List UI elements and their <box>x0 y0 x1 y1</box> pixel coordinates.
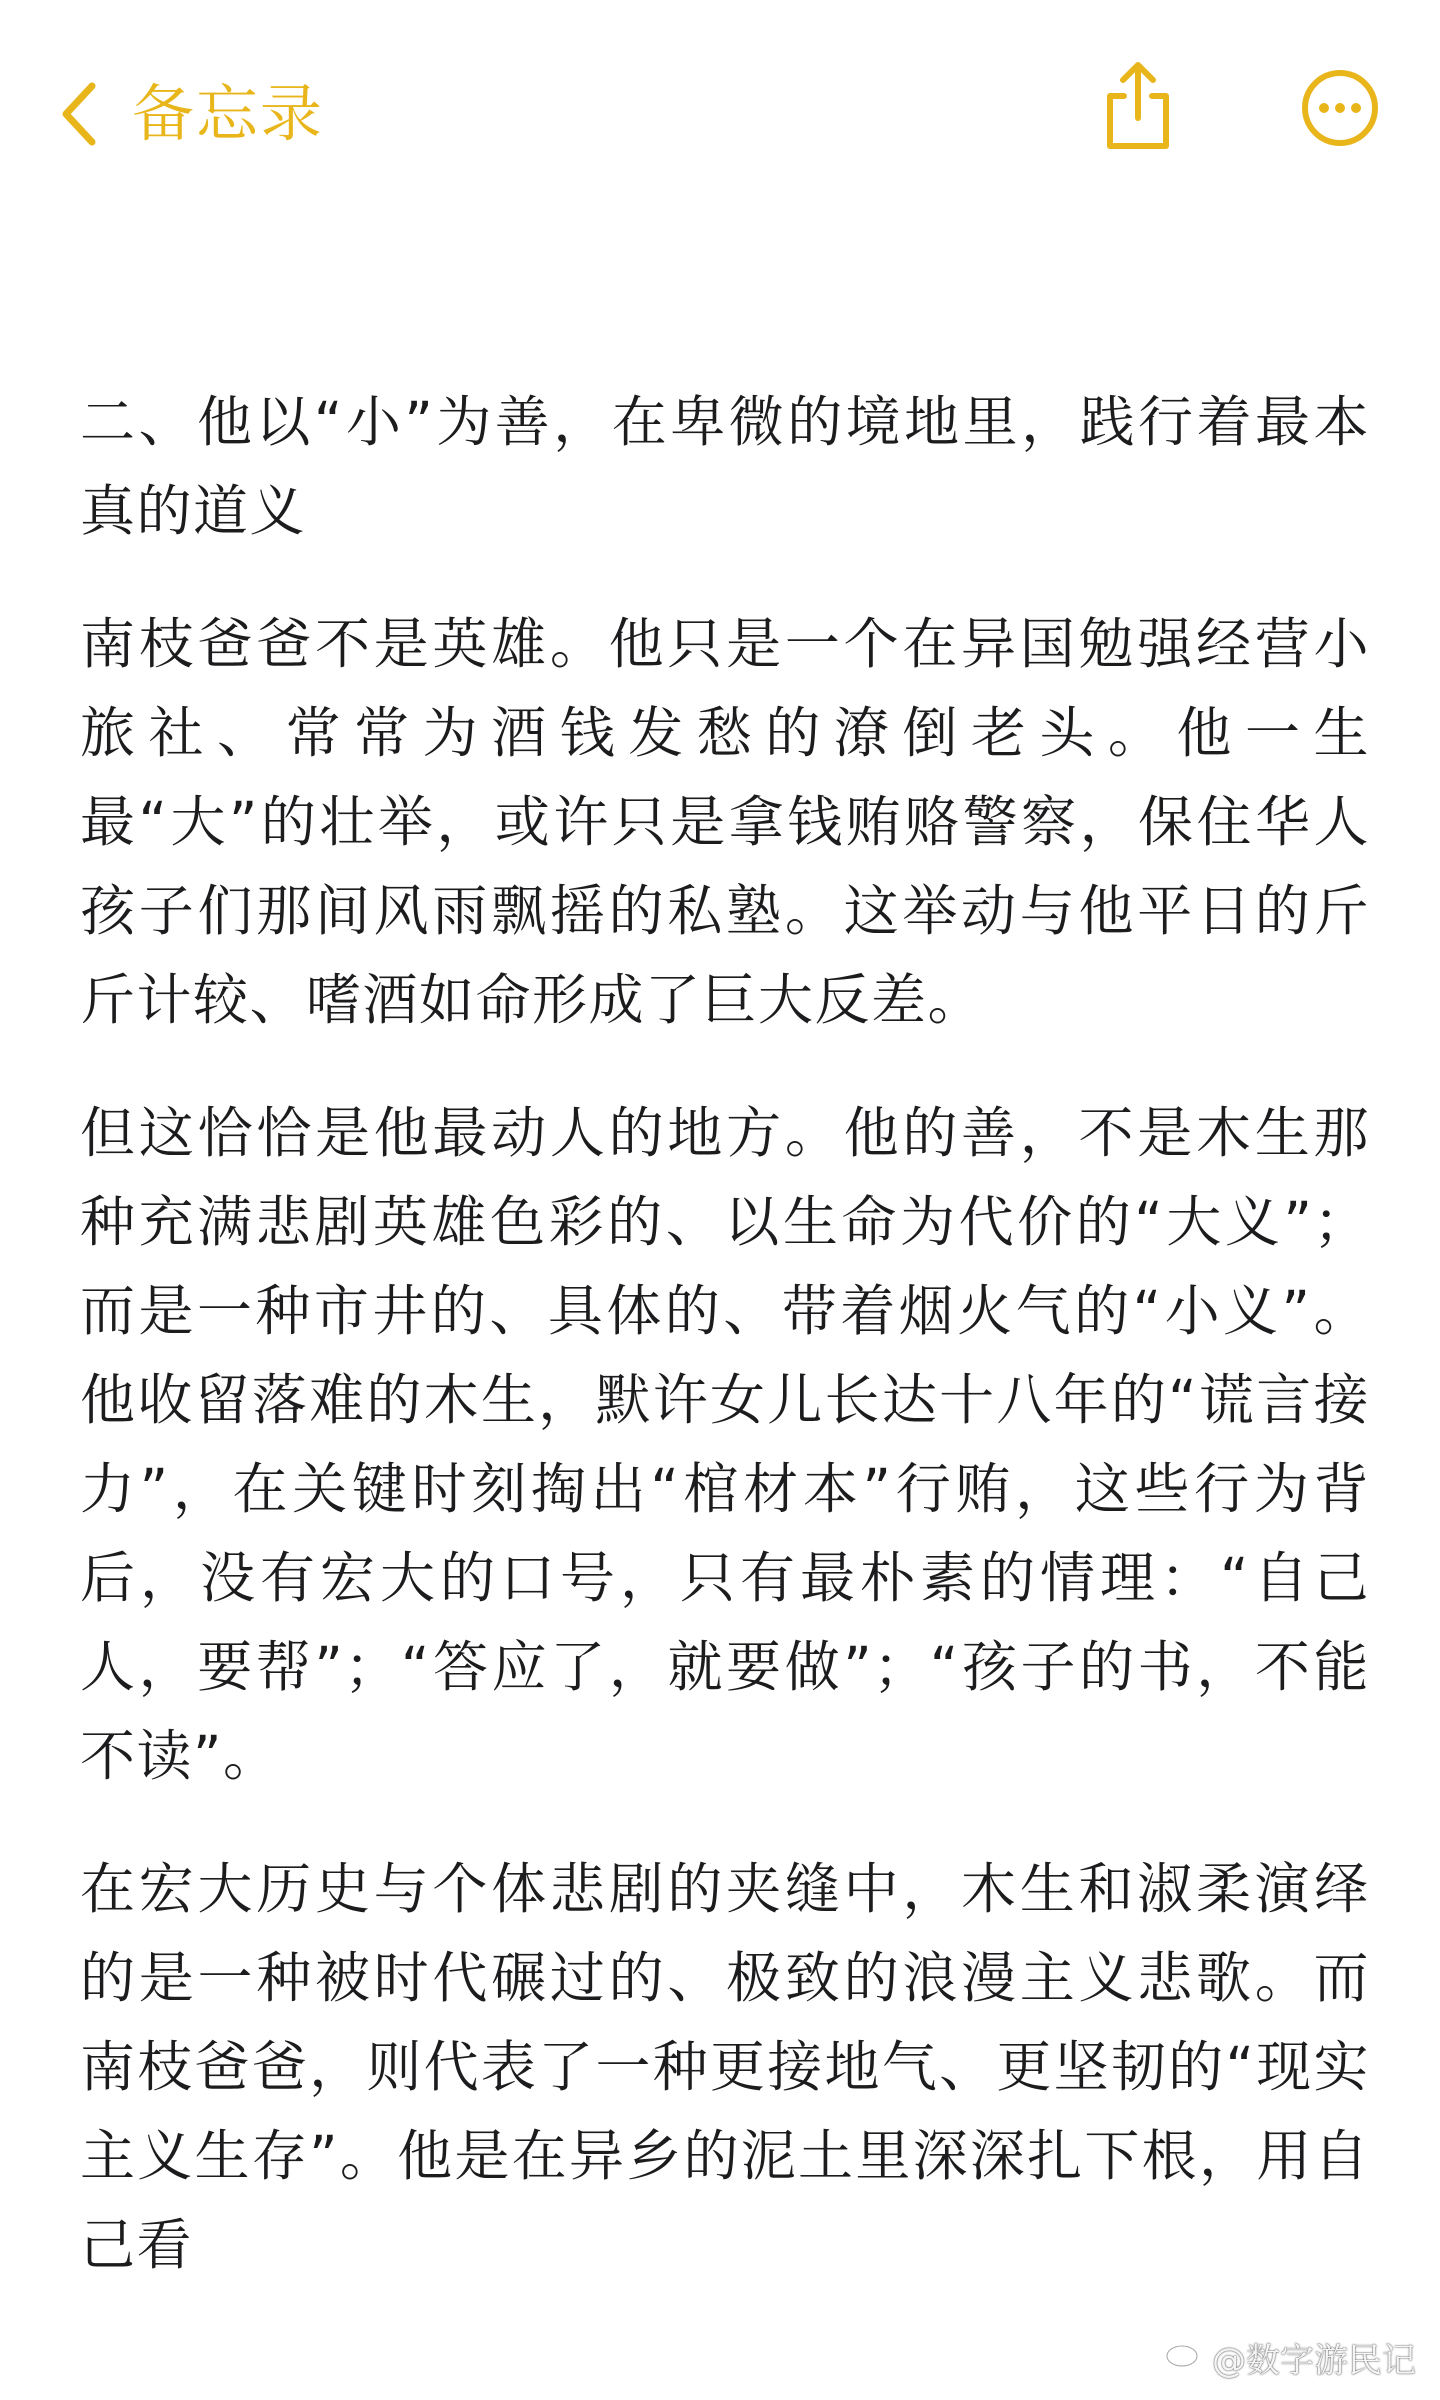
note-heading: 二、他以“小”为善，在卑微的境地里，践行着最本真的道义 <box>80 390 1370 543</box>
more-button[interactable] <box>1300 68 1380 148</box>
back-button[interactable] <box>58 66 324 162</box>
note-body[interactable] <box>80 378 1370 2334</box>
weibo-logo-icon <box>1164 2337 1212 2378</box>
note-paragraph: 但这恰恰是他最动人的地方。他的善，不是木生那种充满悲剧英雄色彩的、以生命为代价的“大义”；而是一种市井的、具体的、带着烟火气的“小义”。他收留落难的木生，默许女儿长达十八年的“谎言接力”，在关键时刻掏出“棺材本”行贿，这些行为背后，没有宏大的口号，只有最朴素的情理：“自己人，要帮”；“答应了，就要做”；“孩子的书，不能不读”。 <box>80 1101 1370 1788</box>
ellipsis-circle-icon <box>1300 133 1380 152</box>
note-paragraph: 在宏大历史与个体悲剧的夹缝中，木生和淑柔演绎的是一种被时代碾过的、极致的浪漫主义悲歌。而南枝爸爸，则代表了一种更接地气、更坚韧的“现实主义生存”。他是在异乡的泥土里深深扎下根，用自己看 <box>80 1857 1370 2277</box>
share-icon <box>1098 139 1178 158</box>
share-button[interactable] <box>1098 58 1178 154</box>
chevron-left-icon <box>58 80 98 148</box>
back-label: 备忘录 <box>132 77 325 150</box>
navigation-bar <box>0 0 1440 230</box>
watermark-text: @数字游民记 <box>1212 2341 1416 2381</box>
weibo-watermark <box>1164 2333 1416 2382</box>
note-paragraph: 南枝爸爸不是英雄。他只是一个在异国勉强经营小旅社、常常为酒钱发愁的潦倒老头。他一生最“大”的壮举，或许只是拿钱贿赂警察，保住华人孩子们那间风雨飘摇的私塾。这举动与他平日的斤斤计较、嗜酒如命形成了巨大反差。 <box>80 612 1370 1032</box>
